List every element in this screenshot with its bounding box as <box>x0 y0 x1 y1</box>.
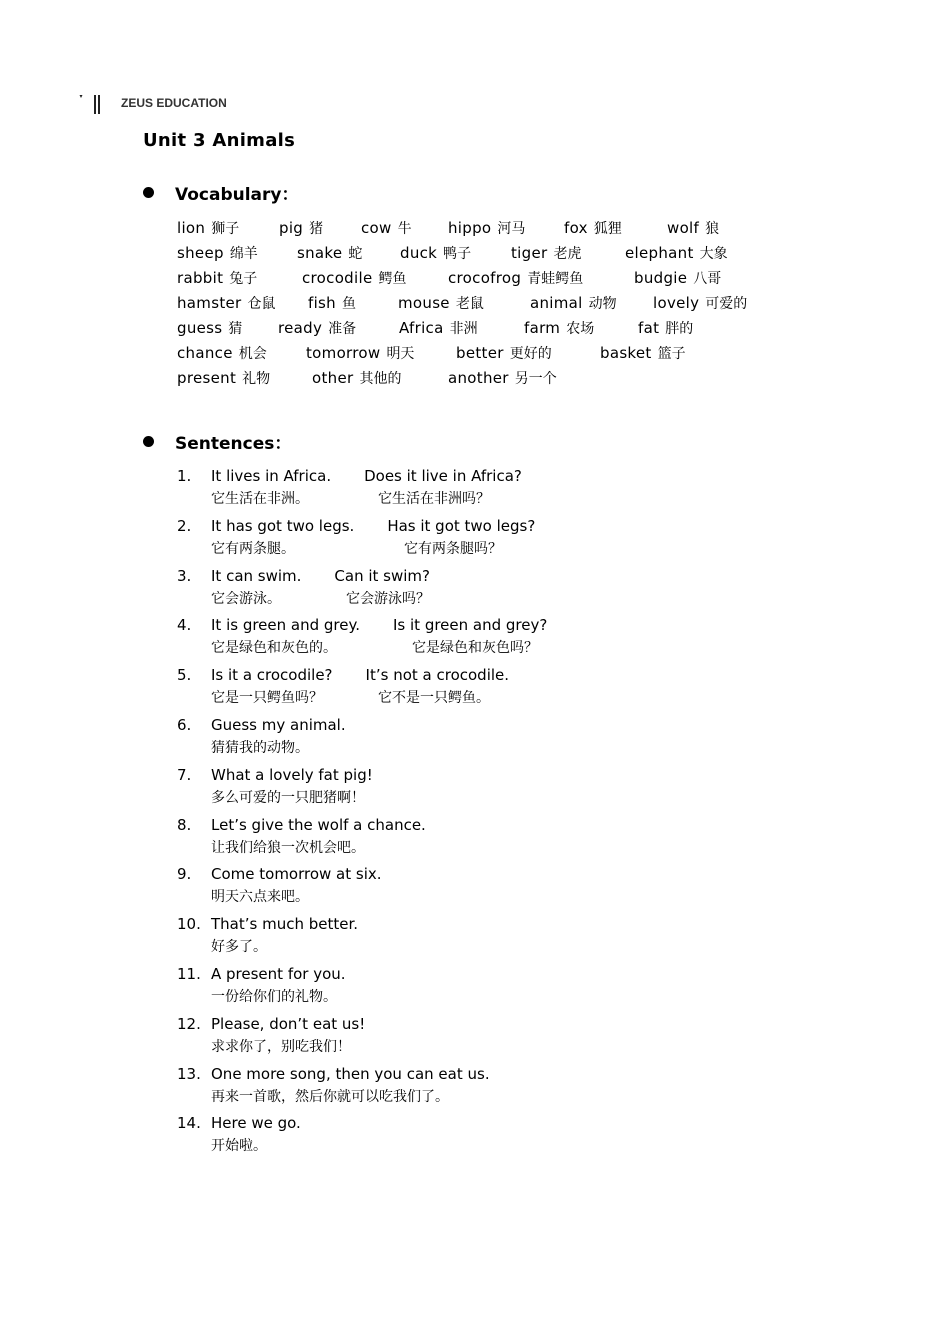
sentence-item <box>177 862 857 912</box>
vocabulary-word: sheep <box>177 244 224 262</box>
sentence-item <box>177 514 857 564</box>
vocabulary-word: hippo <box>448 219 492 237</box>
sentence-chinese-part: 它是绿色和灰色的。 <box>211 640 337 657</box>
sentence-chinese <box>211 488 490 510</box>
vocabulary-item <box>400 241 471 267</box>
vocabulary-item <box>564 216 622 242</box>
sentence-item <box>177 663 857 713</box>
sentence-chinese <box>211 986 337 1008</box>
vocabulary-word: crocofrog <box>448 269 522 287</box>
sentence-english <box>211 1012 365 1036</box>
vocabulary-translation: 非洲 <box>449 321 478 337</box>
vocabulary-heading <box>143 180 299 205</box>
vocabulary-item <box>177 216 239 242</box>
vocabulary-word: fox <box>564 219 588 237</box>
sentence-english <box>211 564 430 588</box>
vocabulary-translation: 可爱的 <box>705 296 748 312</box>
sentence-english <box>211 514 535 538</box>
page-title: Unit 3 Animals <box>143 130 296 151</box>
vocabulary-translation: 狼 <box>705 221 720 237</box>
sentence-english-question: Does it live in Africa? <box>364 467 522 485</box>
vocabulary-item <box>308 291 356 317</box>
vocabulary-item <box>177 316 242 342</box>
sentence-chinese <box>211 588 430 610</box>
sentence-item <box>177 1012 857 1062</box>
vocabulary-word: guess <box>177 319 223 337</box>
vocabulary-translation: 兔子 <box>229 271 258 287</box>
sentence-item <box>177 1062 857 1112</box>
vocabulary-translation: 猜 <box>228 321 243 337</box>
vocabulary-word: rabbit <box>177 269 224 287</box>
sentence-chinese <box>211 637 538 659</box>
sentence-english <box>211 713 346 737</box>
page-top-edge <box>78 82 248 95</box>
vocabulary-heading-text: Vocabulary： <box>175 185 299 205</box>
vocabulary-translation: 鱼 <box>341 296 356 312</box>
vocabulary-word: duck <box>400 244 438 262</box>
vocabulary-translation: 老虎 <box>553 246 582 262</box>
vocabulary-item <box>297 241 362 267</box>
sentence-chinese-part: 它有两条腿吗？ <box>404 540 502 557</box>
vocabulary-word: farm <box>524 319 561 337</box>
sentence-english <box>211 962 346 986</box>
vocabulary-translation: 河马 <box>497 221 526 237</box>
sentence-number: 8. <box>177 815 192 834</box>
sentence-item <box>177 763 857 813</box>
sentence-english-question: Has it got two legs? <box>387 516 536 535</box>
vocabulary-item <box>448 366 557 392</box>
vocabulary-word: crocodile <box>302 269 373 287</box>
vocabulary-item <box>456 341 552 367</box>
vocabulary-word: pig <box>279 219 304 237</box>
sentence-chinese-part: 再来一首歌，然后你就可以吃我们了。 <box>211 1088 449 1105</box>
vocabulary-translation: 老鼠 <box>455 296 484 312</box>
sentence-chinese-part: 它会游泳吗？ <box>346 590 430 607</box>
vocabulary-translation: 篮子 <box>657 346 686 362</box>
vocabulary-translation: 蛇 <box>348 246 363 262</box>
vocabulary-item <box>653 291 747 317</box>
vocabulary-word: cow <box>361 219 392 237</box>
vocabulary-translation: 明天 <box>386 346 415 362</box>
sentence-chinese <box>211 687 490 709</box>
sentence-english-statement: Let’s give the wolf a chance. <box>211 815 426 834</box>
vocabulary-item <box>667 216 719 242</box>
sentence-english-statement: It lives in Africa. <box>211 467 332 485</box>
sentence-english-question: It’s not a crocodile. <box>365 666 510 685</box>
sentence-chinese-part: 明天六点来吧。 <box>211 889 309 906</box>
vocabulary-translation: 八哥 <box>693 271 722 287</box>
vocabulary-row <box>177 266 817 291</box>
sentence-english <box>211 862 382 886</box>
sentence-number: 9. <box>177 865 192 884</box>
vocabulary-word: hamster <box>177 294 242 312</box>
sentence-english-question: Can it swim? <box>334 566 431 585</box>
sentence-english-question: Is it green and grey? <box>393 616 548 635</box>
vocabulary-item <box>177 341 267 367</box>
sentence-item <box>177 613 857 663</box>
sentence-chinese <box>211 1135 267 1157</box>
sentence-number: 14. <box>177 1114 201 1133</box>
vocabulary-row <box>177 341 817 366</box>
sentence-chinese-part: 它是一只鳄鱼吗？ <box>211 690 323 707</box>
vocabulary-word: chance <box>177 344 233 362</box>
sentence-english-statement: Guess my animal. <box>211 715 346 734</box>
sentence-chinese-part: 它会游泳。 <box>211 590 281 607</box>
sentences-heading-text: Sentences： <box>175 434 292 454</box>
sentence-chinese-part: 它生活在非洲吗？ <box>378 491 490 507</box>
vocabulary-item <box>306 341 414 367</box>
sentence-number: 5. <box>177 666 192 685</box>
sentence-english-statement: It is green and grey. <box>211 616 360 635</box>
vocabulary-item <box>448 216 525 242</box>
sentence-number: 3. <box>177 566 192 585</box>
vocabulary-item <box>312 366 401 392</box>
sentence-chinese-part: 它生活在非洲。 <box>211 491 309 507</box>
vocabulary-row <box>177 216 817 241</box>
vocabulary-item <box>638 316 693 342</box>
sentence-number: 4. <box>177 616 192 635</box>
sentence-english-statement: That’s much better. <box>211 915 359 934</box>
vocabulary-translation: 青蛙鳄鱼 <box>527 271 584 287</box>
sentence-item <box>177 912 857 962</box>
sentence-item <box>177 1111 857 1161</box>
vocabulary-translation: 狮子 <box>211 221 240 237</box>
sentence-chinese <box>211 1036 351 1058</box>
sentence-english-statement: It can swim. <box>211 566 302 585</box>
vocabulary-row <box>177 366 817 391</box>
vocabulary-word: present <box>177 369 237 387</box>
sentence-number: 10. <box>177 915 201 934</box>
vocabulary-word: budgie <box>634 269 688 287</box>
vocabulary-word: another <box>448 369 509 387</box>
vocabulary-row <box>177 316 817 341</box>
vocabulary-item <box>177 241 258 267</box>
vocabulary-item <box>177 366 270 392</box>
vocabulary-item <box>398 291 484 317</box>
vocabulary-item <box>530 291 617 317</box>
sentence-chinese <box>211 787 365 809</box>
sentence-item <box>177 813 857 863</box>
vocabulary-word: wolf <box>667 219 700 237</box>
vocabulary-translation: 机会 <box>238 346 267 362</box>
vocabulary-item <box>302 266 406 292</box>
vocabulary-item <box>524 316 594 342</box>
bullet-icon <box>143 187 154 198</box>
sentence-english <box>211 763 373 787</box>
vocabulary-item <box>448 266 583 292</box>
sentences-heading <box>143 429 291 454</box>
sentence-english <box>211 663 509 687</box>
sentence-chinese-part: 让我们给狼一次机会吧。 <box>211 839 365 856</box>
sentence-chinese-part: 多么可爱的一只肥猪啊！ <box>211 789 365 806</box>
vocabulary-item <box>177 291 276 317</box>
vocabulary-item <box>279 216 323 242</box>
logo-text: ZEUS EDUCATION <box>121 96 227 110</box>
sentence-english-statement: One more song, then you can eat us. <box>211 1064 490 1083</box>
sentence-number: 2. <box>177 516 192 535</box>
vocabulary-item <box>399 316 478 342</box>
vocabulary-word: snake <box>297 244 343 262</box>
zeus-education-logo <box>78 82 248 118</box>
sentence-english-statement: A present for you. <box>211 964 346 983</box>
bullet-icon <box>143 436 154 447</box>
vocabulary-word: fish <box>308 294 336 312</box>
sentence-chinese-part: 求求你了，别吃我们！ <box>211 1038 351 1055</box>
sentence-english-statement: Here we go. <box>211 1114 301 1133</box>
vocabulary-translation: 仓鼠 <box>247 296 276 312</box>
sentence-english <box>211 1062 490 1086</box>
sentence-item <box>177 962 857 1012</box>
vocabulary-translation: 大象 <box>699 246 728 262</box>
vocabulary-word: tiger <box>511 244 548 262</box>
sentence-number: 1. <box>177 467 192 485</box>
vocabulary-translation: 另一个 <box>514 371 557 387</box>
vocabulary-item <box>361 216 412 242</box>
vocabulary-word: other <box>312 369 354 387</box>
sentence-number: 13. <box>177 1064 201 1083</box>
vocabulary-translation: 动物 <box>588 296 617 312</box>
vocabulary-list <box>177 216 817 391</box>
vocabulary-translation: 其他的 <box>359 371 402 387</box>
sentence-chinese <box>211 538 502 560</box>
sentence-number: 6. <box>177 715 192 734</box>
sentence-chinese-part: 猜猜我的动物。 <box>211 739 309 756</box>
vocabulary-translation: 狐狸 <box>593 221 622 237</box>
vocabulary-translation: 绵羊 <box>229 246 258 262</box>
vocabulary-word: elephant <box>625 244 694 262</box>
sentence-english-statement: What a lovely fat pig! <box>211 765 373 784</box>
sentence-number: 11. <box>177 964 201 983</box>
sentence-chinese-part: 好多了。 <box>211 939 267 956</box>
vocabulary-item <box>511 241 581 267</box>
vocabulary-item <box>278 316 356 342</box>
vocabulary-item <box>177 266 257 292</box>
sentence-chinese <box>211 837 365 859</box>
sentence-english <box>211 613 547 637</box>
sentence-english <box>211 912 358 936</box>
vocabulary-word: lovely <box>653 294 700 312</box>
sentence-number: 12. <box>177 1014 201 1033</box>
vocabulary-translation: 鸭子 <box>443 246 472 262</box>
vocabulary-translation: 礼物 <box>242 371 271 387</box>
vocabulary-row <box>177 291 817 316</box>
vocabulary-translation: 更好的 <box>509 346 552 362</box>
sentence-english <box>211 464 522 488</box>
vocabulary-translation: 胖的 <box>665 321 694 337</box>
sentence-english-statement: It has got two legs. <box>211 516 355 535</box>
sentence-english-statement: Come tomorrow at six. <box>211 865 382 884</box>
vocabulary-row <box>177 241 817 266</box>
vocabulary-word: fat <box>638 319 660 337</box>
vocabulary-word: tomorrow <box>306 344 381 362</box>
vocabulary-translation: 鳄鱼 <box>378 271 407 287</box>
sentence-chinese-part: 它是绿色和灰色吗？ <box>412 640 538 657</box>
sentence-chinese <box>211 1086 449 1108</box>
sentence-item <box>177 464 857 514</box>
vocabulary-word: ready <box>278 319 323 337</box>
vocabulary-word: mouse <box>398 294 450 312</box>
sentence-english <box>211 813 426 837</box>
sentence-english <box>211 1111 301 1135</box>
vocabulary-item <box>600 341 686 367</box>
vocabulary-word: better <box>456 344 504 362</box>
vocabulary-item <box>634 266 721 292</box>
sentence-chinese <box>211 936 267 958</box>
vocabulary-translation: 准备 <box>328 321 357 337</box>
vocabulary-word: lion <box>177 219 206 237</box>
vocabulary-translation: 农场 <box>566 321 595 337</box>
sentence-list <box>177 464 857 1161</box>
sentence-item <box>177 713 857 763</box>
sentence-item <box>177 564 857 614</box>
sentence-chinese <box>211 886 309 908</box>
sentence-chinese-part: 它有两条腿。 <box>211 540 295 557</box>
sentence-chinese-part: 一份给你们的礼物。 <box>211 988 337 1005</box>
sentence-number: 7. <box>177 765 192 784</box>
sentence-chinese <box>211 737 309 759</box>
vocabulary-translation: 牛 <box>397 221 412 237</box>
vocabulary-item <box>625 241 728 267</box>
vocabulary-word: basket <box>600 344 652 362</box>
vocabulary-word: Africa <box>399 319 444 337</box>
sentence-chinese-part: 开始啦。 <box>211 1138 267 1155</box>
sentence-english-statement: Is it a crocodile? <box>211 666 333 685</box>
sentence-chinese-part: 它不是一只鳄鱼。 <box>378 690 490 707</box>
sentence-english-statement: Please, don’t eat us! <box>211 1014 366 1033</box>
vocabulary-word: animal <box>530 294 583 312</box>
vocabulary-translation: 猪 <box>309 221 324 237</box>
